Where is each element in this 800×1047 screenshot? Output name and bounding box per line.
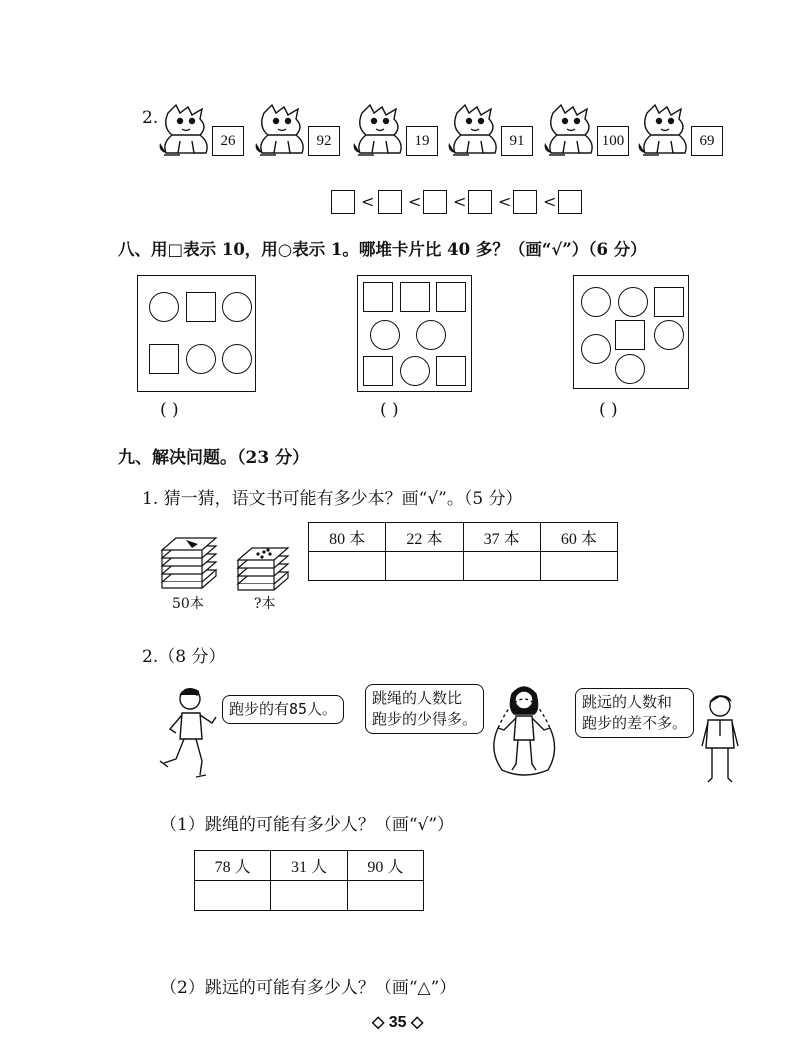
puppy-icon	[637, 103, 697, 161]
option-cell: 37 本	[463, 523, 540, 552]
puppy-icon	[447, 103, 507, 161]
circle-card	[370, 320, 400, 350]
square-card	[436, 282, 466, 312]
puppy-icon	[254, 103, 314, 161]
circle-card	[581, 287, 611, 317]
answer-cell[interactable]	[309, 552, 386, 581]
circle-card	[581, 334, 611, 364]
answer-box[interactable]	[558, 190, 582, 214]
rope-options-table	[194, 850, 424, 911]
card-pile-b	[357, 275, 472, 392]
number-card: 19	[406, 126, 438, 156]
sub-question-1: （1）跳绳的可能有多少人？（画“√”）	[160, 815, 455, 835]
bubble-text: 跳远的人数和	[582, 693, 673, 711]
number-card: 91	[501, 126, 533, 156]
answer-cell[interactable]	[386, 552, 463, 581]
running-boy-icon	[156, 683, 222, 783]
square-card	[654, 287, 684, 317]
answer-blank-c[interactable]: ( )	[599, 400, 618, 420]
answer-cell[interactable]	[271, 881, 347, 911]
answer-cell[interactable]	[195, 881, 271, 911]
square-card	[186, 292, 216, 322]
circle-card	[186, 344, 216, 374]
jump-rope-girl-icon	[490, 680, 560, 780]
square-card	[436, 356, 466, 386]
square-card	[149, 344, 179, 374]
answer-blank-a[interactable]: ( )	[160, 400, 179, 420]
circle-card	[400, 356, 430, 386]
book-count-unknown: ?本	[254, 596, 276, 612]
puppy-icon	[543, 103, 603, 161]
card-pile-a	[137, 275, 256, 392]
square-card	[363, 282, 393, 312]
less-than-sign: <	[453, 192, 467, 211]
bubble-text: 跑步的少得多。	[372, 710, 478, 728]
square-card	[615, 320, 645, 350]
problem-1-question: 1. 猜一猜，语文书可能有多少本？画“√”。（5 分）	[142, 489, 523, 509]
circle-card	[618, 287, 648, 317]
less-than-sign: <	[361, 192, 375, 211]
square-card	[400, 282, 430, 312]
question-number: 2.	[142, 108, 159, 128]
puppy-icon	[158, 103, 218, 161]
book-stack-unknown-icon	[234, 540, 292, 592]
option-cell: 90 人	[347, 851, 423, 881]
number-card: 69	[691, 126, 723, 156]
circle-card	[222, 344, 252, 374]
answer-box[interactable]	[468, 190, 492, 214]
bubble-text: 跳绳的人数比	[372, 689, 463, 707]
circle-card	[615, 354, 645, 384]
bubble-text: 跑步的有85人。	[229, 700, 338, 718]
speech-bubble-running	[222, 695, 344, 724]
problem-2-label: 2.（8 分）	[142, 647, 226, 667]
speech-bubble-longjump	[575, 688, 694, 738]
circle-card	[222, 292, 252, 322]
answer-cell[interactable]	[463, 552, 540, 581]
circle-card	[149, 292, 179, 322]
option-cell: 78 人	[195, 851, 271, 881]
answer-box[interactable]	[423, 190, 447, 214]
bubble-text: 跑步的差不多。	[582, 714, 688, 732]
standing-boy-icon	[698, 690, 742, 788]
book-stack-known-icon	[158, 532, 220, 592]
option-cell: 60 本	[540, 523, 617, 552]
less-than-sign: <	[408, 192, 422, 211]
section-8-heading: 八、用□表示 10，用○表示 1。哪堆卡片比 40 多？（画“√”）（6 分）	[118, 240, 647, 259]
page-number: ◇ 35 ◇	[372, 1014, 424, 1031]
book-options-table	[308, 522, 618, 581]
speech-bubble-rope	[365, 684, 484, 734]
circle-card	[654, 320, 684, 350]
card-pile-c	[573, 275, 689, 389]
puppy-icon	[352, 103, 412, 161]
book-count-known: 50本	[172, 596, 204, 612]
number-card: 26	[212, 126, 244, 156]
answer-box[interactable]	[378, 190, 402, 214]
sub-question-2: （2）跳远的可能有多少人？（画“△”）	[160, 978, 457, 998]
answer-box[interactable]	[513, 190, 537, 214]
answer-blank-b[interactable]: ( )	[380, 400, 399, 420]
circle-card	[416, 320, 446, 350]
number-card: 92	[308, 126, 340, 156]
section-9-heading: 九、解决问题。（23 分）	[118, 448, 310, 468]
less-than-sign: <	[543, 192, 557, 211]
option-cell: 80 本	[309, 523, 386, 552]
option-cell: 31 人	[271, 851, 347, 881]
less-than-sign: <	[498, 192, 512, 211]
answer-cell[interactable]	[347, 881, 423, 911]
square-card	[363, 356, 393, 386]
option-cell: 22 本	[386, 523, 463, 552]
answer-cell[interactable]	[540, 552, 617, 581]
answer-box[interactable]	[331, 190, 355, 214]
number-card: 100	[597, 126, 629, 156]
